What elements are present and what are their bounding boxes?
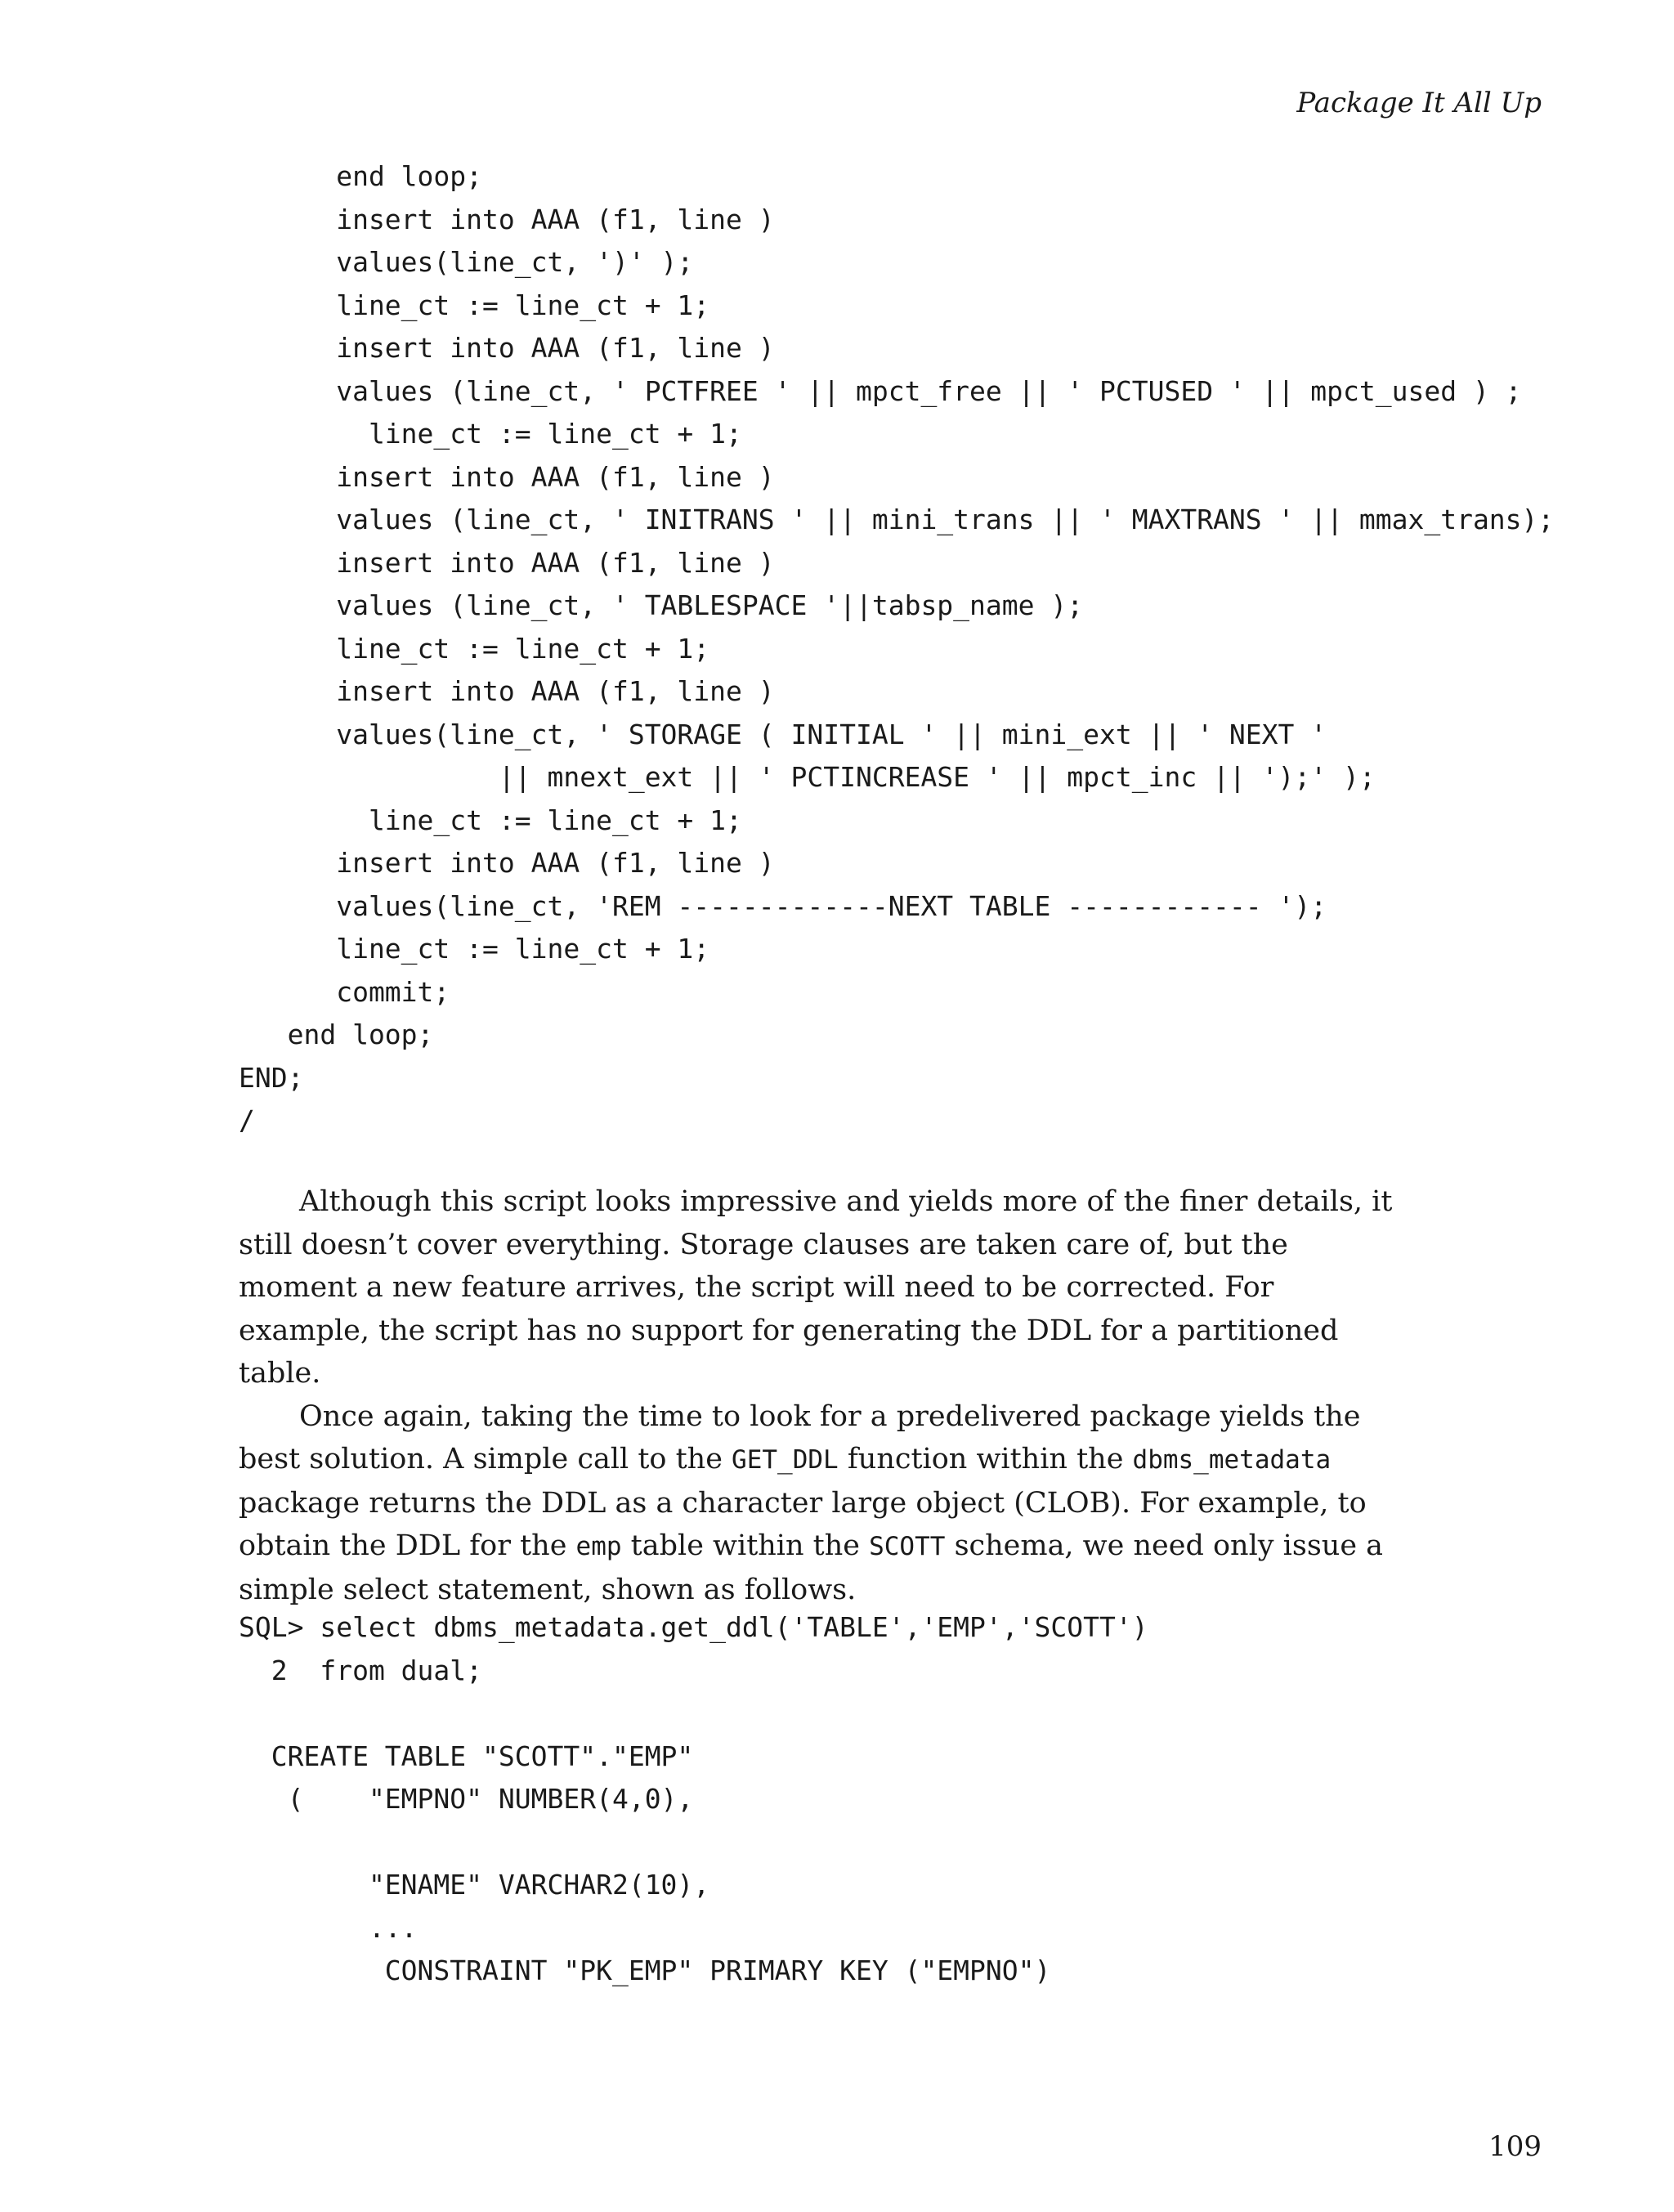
text-run: table within the xyxy=(621,1529,870,1562)
code-line: end loop; xyxy=(239,1019,434,1050)
inline-code: emp xyxy=(575,1532,622,1561)
code-line: insert into AAA (f1, line ) xyxy=(239,332,775,364)
code-line: values(line_ct, 'REM -------------NEXT TABLE ------------ '); xyxy=(239,889,1327,922)
code-line: CREATE TABLE "SCOTT"."EMP" xyxy=(239,1740,694,1772)
code-line: line_ct := line_ct + 1; xyxy=(239,632,710,665)
code-line: ( "EMPNO" NUMBER(4,0), xyxy=(239,1783,694,1815)
code-line: commit; xyxy=(239,975,450,1008)
code-line: insert into AAA (f1, line ) xyxy=(239,675,775,707)
code-line: / xyxy=(239,1104,255,1136)
code-line: end loop; xyxy=(239,160,483,192)
code-line: insert into AAA (f1, line ) xyxy=(239,460,775,493)
code-line: insert into AAA (f1, line ) xyxy=(239,847,775,879)
inline-code: dbms_metadata xyxy=(1132,1445,1332,1475)
text-run: package returns the DDL as a character large object (CLOB). For example, to obtain the DDL for the xyxy=(239,1486,1367,1562)
code-line: insert into AAA (f1, line ) xyxy=(239,203,775,235)
code-listing-bottom xyxy=(239,1606,1148,1993)
code-line: values (line_ct, ' INITRANS ' || mini_trans || ' MAXTRANS ' || mmax_trans); xyxy=(239,504,1555,535)
text-run: Once again, taking the time to look for a predelivered package yields the best solution. A simple call to the xyxy=(239,1399,1361,1475)
code-line: values(line_ct, ' STORAGE ( INITIAL ' || mini_ext || ' NEXT ' xyxy=(239,718,1327,750)
inline-code: SCOTT xyxy=(869,1532,946,1561)
running-head: Package It All Up xyxy=(1296,87,1542,119)
code-line: CONSTRAINT "PK_EMP" PRIMARY KEY ("EMPNO") xyxy=(239,1955,1051,1986)
code-line: SQL> select dbms_metadata.get_ddl('TABLE','EMP','SCOTT') xyxy=(239,1611,1148,1643)
text-run: schema, we need only issue a simple select statement, shown as follows. xyxy=(239,1529,1384,1606)
code-line: line_ct := line_ct + 1; xyxy=(239,289,710,321)
body-text xyxy=(239,1180,1399,1611)
code-line: ... xyxy=(239,1911,418,1944)
inline-code: GET_DDL xyxy=(732,1445,839,1475)
code-line: || mnext_ext || ' PCTINCREASE ' || mpct_inc || ');' ); xyxy=(239,761,1376,793)
code-line: "ENAME" VARCHAR2(10), xyxy=(239,1869,710,1901)
code-line: 2 from dual; xyxy=(239,1654,483,1686)
text-run: function within the xyxy=(838,1443,1133,1475)
code-line: values(line_ct, ')' ); xyxy=(239,246,694,278)
code-line: line_ct := line_ct + 1; xyxy=(239,804,742,836)
code-line: values (line_ct, ' TABLESPACE '||tabsp_name ); xyxy=(239,589,1084,621)
code-line: line_ct := line_ct + 1; xyxy=(239,933,710,965)
code-line xyxy=(239,1821,1148,1865)
page-number: 109 xyxy=(1488,2130,1542,2163)
code-listing-top xyxy=(239,155,1554,1143)
code-line: insert into AAA (f1, line ) xyxy=(239,546,775,579)
code-line: line_ct := line_ct + 1; xyxy=(239,418,742,450)
code-line: END; xyxy=(239,1061,304,1094)
paragraph xyxy=(239,1395,1399,1612)
code-line xyxy=(239,1692,1148,1735)
paragraph: Although this script looks impressive and yields more of the finer details, it still doesn’t cover everything. Storage clauses are taken care of, but the moment a new feature arrives, the script will need to be corrected. For example, the script has no support for generating the DDL for a partitioned table. xyxy=(239,1185,1393,1390)
code-line: values (line_ct, ' PCTFREE ' || mpct_free || ' PCTUSED ' || mpct_used ) ; xyxy=(239,374,1522,407)
